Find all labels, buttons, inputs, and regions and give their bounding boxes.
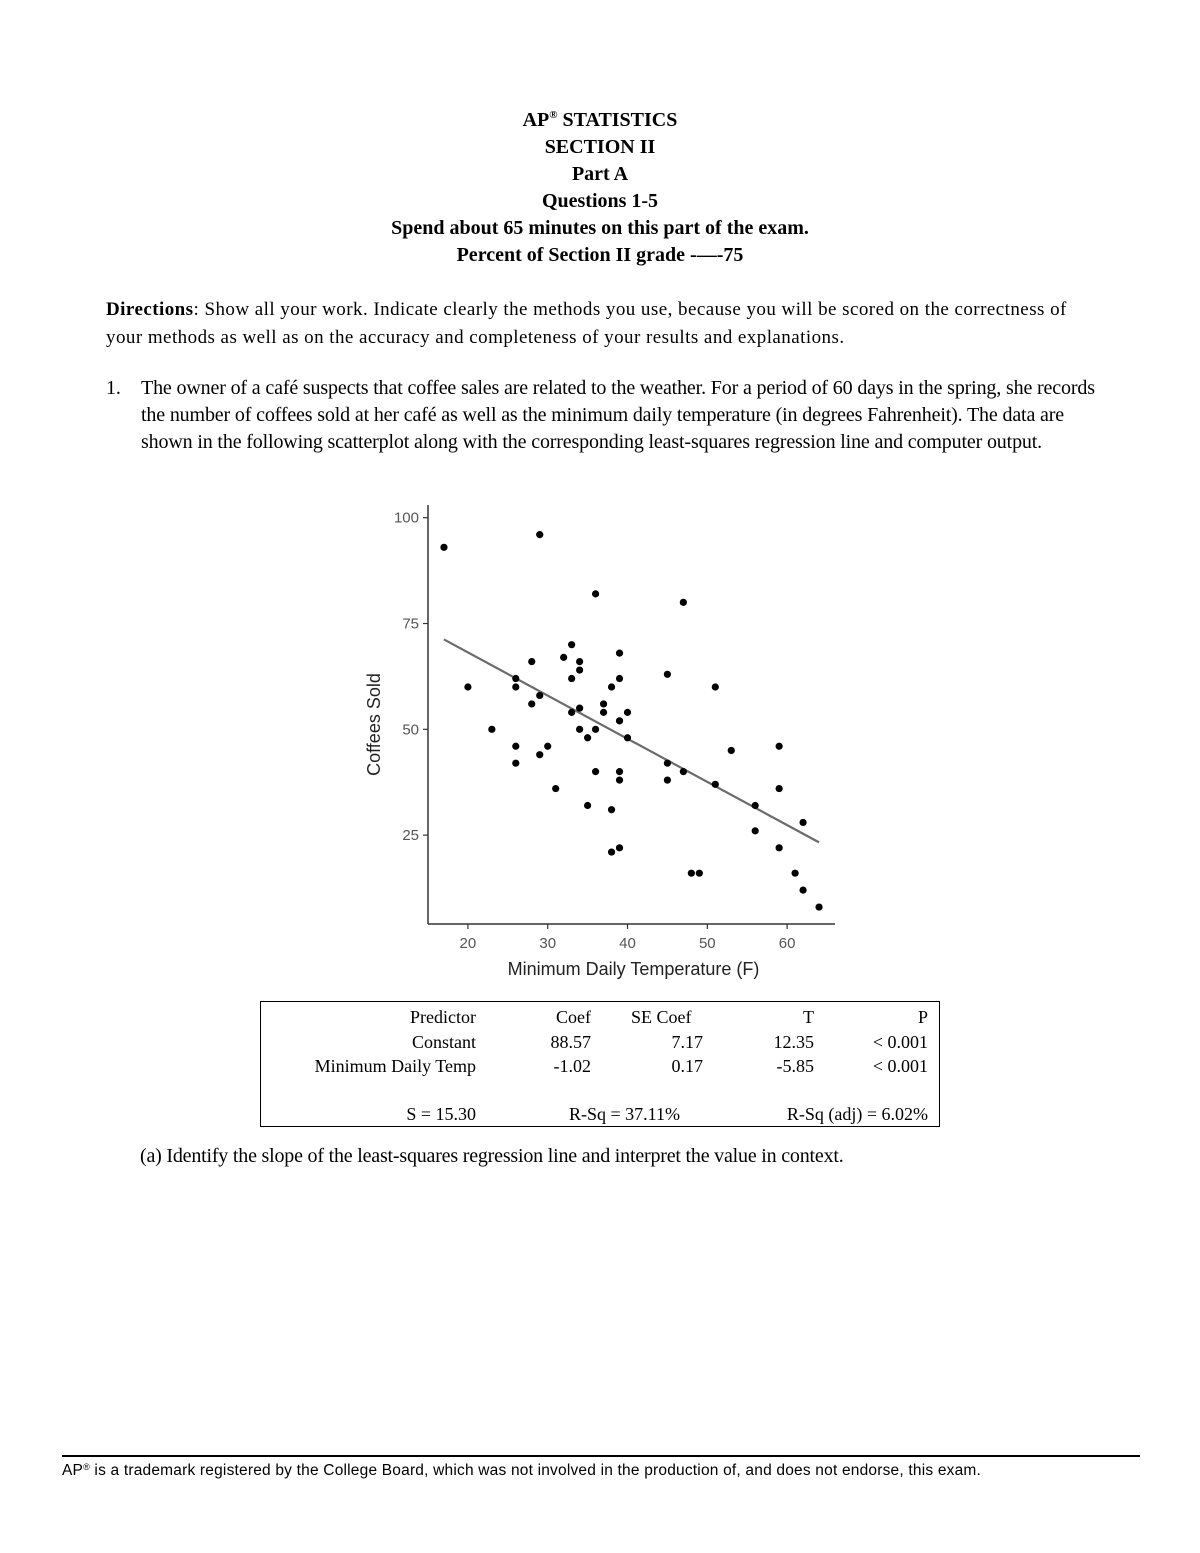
row-constant-p: < 0.001: [872, 1032, 928, 1052]
row-constant-t: 12.35: [773, 1032, 814, 1052]
data-point: [799, 887, 806, 894]
data-point: [592, 590, 599, 597]
data-point: [584, 734, 591, 741]
data-point: [568, 709, 575, 716]
data-point: [592, 768, 599, 775]
grade-percent: Percent of Section II grade -—-75: [456, 244, 744, 266]
data-point: [616, 717, 623, 724]
data-point: [568, 675, 575, 682]
y-tick-label: 50: [402, 721, 419, 739]
question-1-part-a: (a) Identify the slope of the least-squares regression line and interpret the value in context.: [140, 1145, 844, 1167]
data-point: [512, 675, 519, 682]
regression-line: [444, 639, 819, 842]
data-point: [680, 768, 687, 775]
directions-label: Directions: [106, 299, 194, 320]
x-tick-label: 60: [778, 935, 796, 952]
scatterplot-chart: [350, 495, 850, 985]
data-point: [616, 650, 623, 657]
data-point: [616, 768, 623, 775]
stat-s: S = 15.30: [406, 1104, 476, 1124]
data-point: [624, 734, 631, 741]
part-label: Part A: [571, 163, 629, 185]
row-temp-t: -5.85: [776, 1056, 814, 1076]
x-axis-label: Minimum Daily Temperature (F): [507, 959, 760, 979]
data-point: [791, 870, 798, 877]
x-tick-label: 30: [539, 935, 557, 952]
data-point: [728, 747, 735, 754]
data-point: [616, 777, 623, 784]
data-point: [608, 848, 615, 855]
exam-header: [0, 107, 1200, 269]
stat-rsq: R-Sq = 37.11%: [569, 1104, 680, 1124]
data-point: [712, 683, 719, 690]
stat-rsq-adj: R-Sq (adj) = 6.02%: [786, 1104, 928, 1124]
header-p: P: [917, 1007, 928, 1027]
header-se-coef: SE Coef: [631, 1007, 692, 1027]
data-point: [576, 705, 583, 712]
registered-mark: ®: [83, 1462, 90, 1472]
data-point: [512, 760, 519, 767]
row-temp-se: 0.17: [671, 1056, 703, 1076]
data-points: [440, 531, 822, 911]
question-1: [106, 375, 1106, 456]
data-point: [712, 781, 719, 788]
time-guidance: Spend about 65 minutes on this part of the exam.: [391, 217, 809, 239]
data-point: [696, 870, 703, 877]
y-tick-label: 100: [393, 509, 419, 527]
question-number: 1.: [106, 377, 121, 399]
data-point: [664, 777, 671, 784]
data-point: [688, 870, 695, 877]
header-t: T: [803, 1007, 814, 1027]
data-point: [536, 751, 543, 758]
question-text: The owner of a café suspects that coffee sales are related to the weather. For a period of 60 days in the spring, she records the number of coffees sold at her café as well as the minimum daily temperature (in degrees Fahrenheit). The data are shown in the following scatterplot along with the corresponding least-squares regression line and computer output.: [141, 377, 1095, 453]
y-tick-label: 75: [402, 615, 419, 633]
section-label: SECTION II: [544, 136, 656, 158]
data-point: [576, 658, 583, 665]
data-point: [776, 844, 783, 851]
data-point: [528, 700, 535, 707]
data-point: [608, 683, 615, 690]
row-temp-p: < 0.001: [872, 1056, 928, 1076]
questions-range: Questions 1-5: [541, 190, 659, 212]
data-point: [544, 743, 551, 750]
data-point: [752, 827, 759, 834]
regression-output-table: [260, 1001, 940, 1127]
exam-title: AP® STATISTICS: [522, 109, 678, 131]
data-point: [536, 531, 543, 538]
data-point: [560, 654, 567, 661]
data-point: [600, 700, 607, 707]
data-point: [576, 666, 583, 673]
row-constant-coef: 88.57: [550, 1032, 591, 1052]
data-point: [616, 675, 623, 682]
data-point: [592, 726, 599, 733]
data-point: [568, 641, 575, 648]
data-point: [536, 692, 543, 699]
data-point: [680, 599, 687, 606]
header-predictor: Predictor: [410, 1007, 476, 1027]
directions: [106, 296, 1106, 352]
data-point: [600, 709, 607, 716]
data-point: [776, 743, 783, 750]
data-point: [440, 544, 447, 551]
data-point: [664, 671, 671, 678]
x-axis-ticks: [460, 924, 796, 952]
data-point: [776, 785, 783, 792]
row-temp-coef: -1.02: [553, 1056, 591, 1076]
data-point: [552, 785, 559, 792]
x-tick-label: 50: [698, 935, 716, 952]
data-point: [752, 802, 759, 809]
data-point: [584, 802, 591, 809]
data-point: [624, 709, 631, 716]
data-point: [512, 743, 519, 750]
data-point: [616, 844, 623, 851]
y-tick-label: 25: [402, 827, 419, 845]
header-coef: Coef: [556, 1007, 591, 1027]
data-point: [815, 903, 822, 910]
row-constant-label: Constant: [411, 1032, 476, 1052]
data-point: [576, 726, 583, 733]
data-point: [608, 806, 615, 813]
footer-divider: [62, 1455, 1140, 1457]
registered-mark: ®: [549, 109, 558, 121]
footer-trademark: AP® is a trademark registered by the College Board, which was not involved in the production of, and does not endorse, this exam.: [62, 1462, 982, 1479]
row-temp-label: Minimum Daily Temp: [314, 1056, 476, 1076]
directions-text: : Show all your work. Indicate clearly the methods you use, because you will be scored on the correctness of your methods as well as on the accuracy and completeness of your results and explanations.: [106, 299, 1067, 348]
data-point: [664, 760, 671, 767]
data-point: [799, 819, 806, 826]
x-tick-label: 20: [459, 935, 477, 952]
data-point: [528, 658, 535, 665]
data-point: [488, 726, 495, 733]
data-point: [464, 683, 471, 690]
row-constant-se: 7.17: [671, 1032, 703, 1052]
y-axis-label: Coffees Sold: [364, 673, 384, 776]
y-axis-ticks: [394, 510, 428, 844]
data-point: [512, 683, 519, 690]
x-tick-label: 40: [619, 935, 636, 952]
